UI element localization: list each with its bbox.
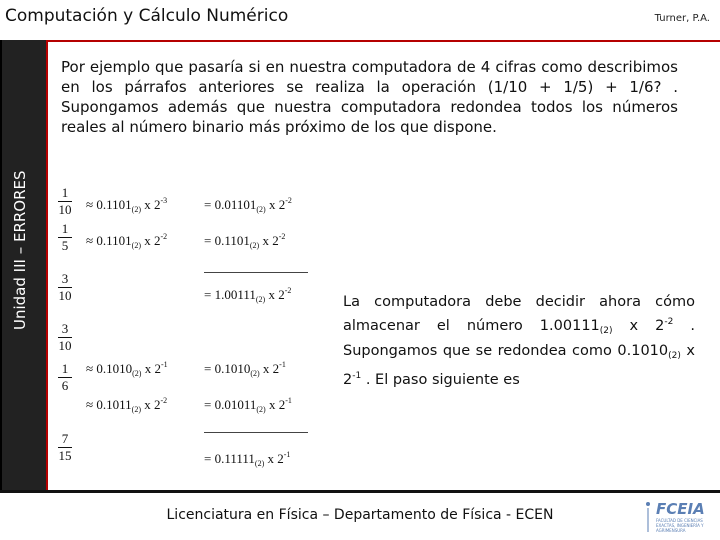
fraction-numerator: 1 [61, 185, 69, 200]
fraction-denominator: 5 [61, 238, 69, 253]
header-divider [46, 40, 720, 42]
fraction-3-10 [58, 272, 72, 303]
sum-rule [204, 272, 308, 273]
fraction-numerator: 7 [61, 431, 69, 446]
logo-tagline: FACULTAD DE CIENCIAS EXACTAS, INGENIERÍA Y AGRIMENSURA [656, 518, 704, 533]
sum-3-10: = $1.00111_{(2)}$ x $2^{-2}$ [204, 286, 292, 304]
sidebar-divider [46, 40, 48, 490]
approx-1-10: ≈ $0.1101_{(2)}$ x $2^{-3}$ [86, 196, 168, 214]
footer-text: Licenciatura en Física – Departamento de Física - ECEN [166, 507, 554, 523]
value-1-10: = $0.01101_{(2)}$ x $2^{-2}$ [204, 196, 292, 214]
unit-label: Unidad III – ERRORES [11, 170, 29, 330]
fceia-logo [640, 498, 714, 538]
value-1-5: = $0.1101_{(2)}$ x $2^{-2}$ [204, 232, 286, 250]
approx-3-10: ≈ $0.1010_{(2)}$ x $2^{-1}$ [86, 360, 168, 378]
explanation-paragraph: La computadora debe decidir ahora cómo almacenar el número $1.00111_{(2)}$ x $2^{-2}$ . Supongamos que se redondea como $0.1010_{(2)}$ x $2^{-1}$ . El paso siguiente es [343, 294, 696, 388]
slide-header [0, 0, 720, 40]
approx-1-5: ≈ $0.1101_{(2)}$ x $2^{-2}$ [86, 232, 168, 250]
fraction-denominator: 10 [58, 202, 72, 217]
fraction-1-6 [58, 362, 72, 393]
fraction-1-5 [58, 222, 72, 253]
fraction-1-10 [58, 186, 72, 217]
approx-1-6: ≈ $0.1011_{(2)}$ x $2^{-2}$ [86, 396, 168, 414]
fraction-denominator: 15 [58, 448, 72, 463]
fraction-denominator: 6 [61, 378, 69, 393]
fraction-numerator: 3 [61, 321, 69, 336]
value-3-10: = $0.1010_{(2)}$ x $2^{-1}$ [204, 360, 286, 378]
fraction-7-15 [58, 432, 72, 463]
footer-divider [0, 490, 720, 493]
sum-rule-2 [204, 432, 308, 433]
fraction-3-10-b [58, 322, 72, 353]
intro-paragraph: Por ejemplo que pasaría si en nuestra computadora de 4 cifras como describimos en los párrafos anteriores se realiza la operación (1/10 + 1/5) + 1/6? . Supongamos además que nuestra computadora redondea todos los números reales al número binario más próximo de los que dispone. [61, 58, 678, 136]
sidebar-edge [0, 40, 2, 490]
fraction-denominator: 10 [58, 288, 72, 303]
fraction-numerator: 1 [61, 361, 69, 376]
sidebar [0, 0, 46, 540]
fraction-denominator: 10 [58, 338, 72, 353]
author-label: Turner, P.A. [654, 13, 710, 24]
logo-mark-icon [640, 498, 656, 534]
slide-title: Computación y Cálculo Numérico [5, 6, 289, 26]
fraction-numerator: 3 [61, 271, 69, 286]
value-1-6: = $0.01011_{(2)}$ x $2^{-1}$ [204, 396, 292, 414]
logo-name: FCEIA [656, 500, 705, 518]
fraction-numerator: 1 [61, 221, 69, 236]
sum-7-15: = $0.11111_{(2)}$ x $2^{-1}$ [204, 450, 291, 468]
math-panel [58, 182, 318, 482]
